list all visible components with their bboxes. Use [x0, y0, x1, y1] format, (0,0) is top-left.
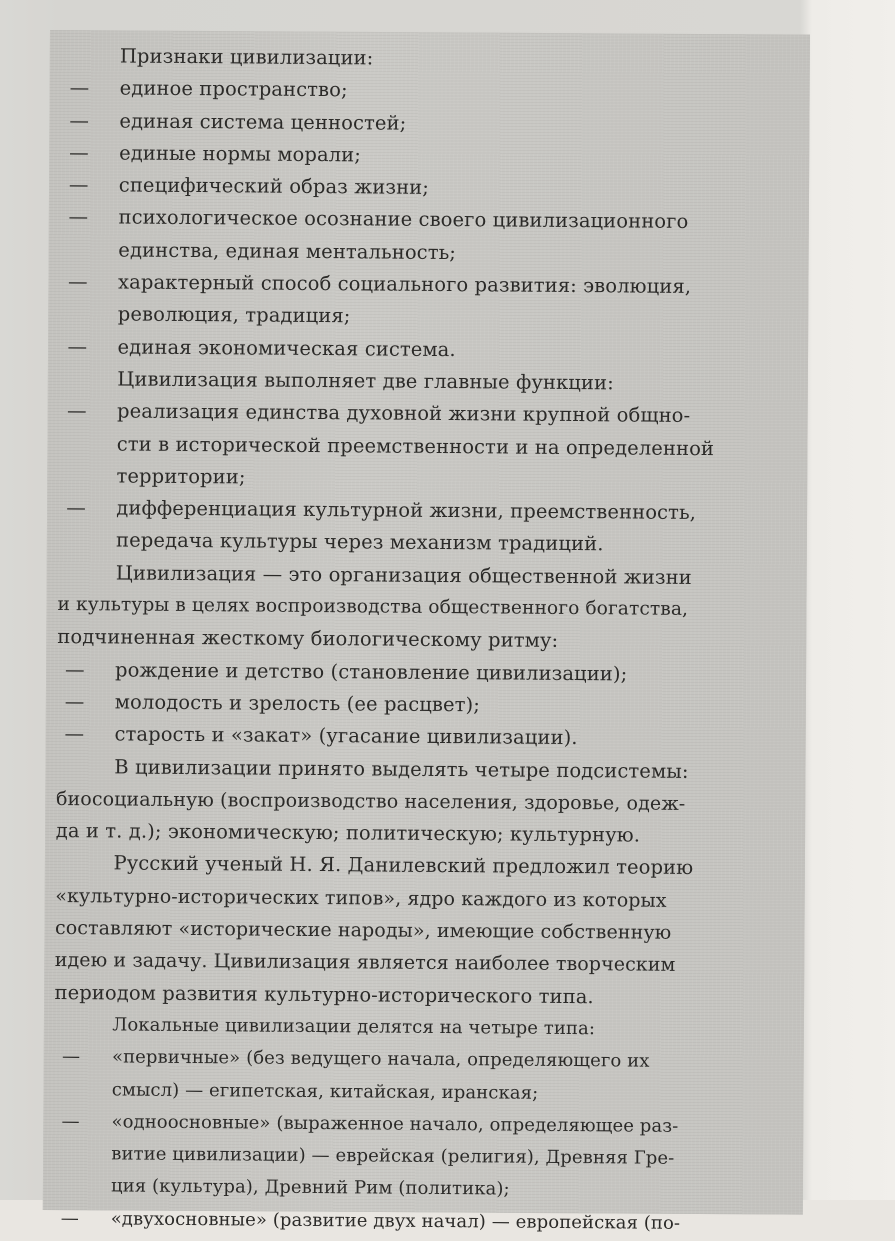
list-item-text: характерный способ социального развития: эволюция, [118, 270, 692, 299]
dash-marker: — [68, 173, 89, 197]
dash-marker: — [69, 108, 90, 132]
list-item [59, 395, 799, 433]
heading-line: Признаки цивилизации: [119, 44, 374, 70]
list-item-continuation: территории; [116, 464, 246, 489]
dash-marker: — [69, 76, 90, 100]
list-item [53, 1203, 793, 1241]
list-item [61, 72, 801, 110]
paragraph-line: и культуры в целях воспроизводства общественного богатства, [57, 594, 689, 620]
dash-marker: — [64, 657, 85, 681]
list-item-continuation: ция (культура), Древний Рим (политика); [110, 1175, 510, 1200]
list-item-text: единая система ценностей; [119, 109, 407, 135]
list-item-text: единая экономическая система. [117, 335, 456, 361]
dash-marker: — [68, 205, 89, 229]
list-item-text: молодость и зрелость (ее расцвет); [114, 690, 481, 717]
list-item-text: реализация единства духовной жизни крупной общно- [116, 399, 691, 428]
paragraph-line: составляют «исторические народы», имеющие собственную [54, 916, 672, 944]
list-item [56, 718, 796, 756]
paragraph-line: Русский ученый Н. Я. Данилевский предложил теорию [113, 851, 694, 880]
list-item-text: «первичные» (без ведущего начала, определяющего их [111, 1046, 650, 1072]
dash-marker: — [66, 496, 87, 520]
list-item-text: «двухосновные» (развитие двух начал) — европейская (по- [110, 1208, 681, 1234]
list-item-text: дифференциация культурной жизни, преемственность, [116, 496, 697, 525]
list-item-continuation: революция, традиция; [117, 302, 351, 328]
paragraph-line: биосоциальную (воспроизводство населения, здоровье, одеж- [55, 787, 686, 815]
list-item-text: старость и «закат» (угасание цивилизации). [114, 722, 578, 750]
list-item-text: психологическое осознание своего цивилизационного [118, 205, 689, 234]
page-text [53, 40, 802, 1241]
paragraph-line: Цивилизация — это организация общественной жизни [115, 561, 692, 589]
dash-marker: — [66, 399, 87, 423]
paragraph-line: Локальные цивилизации делятся на четыре типа: [112, 1014, 596, 1040]
list-item [54, 1041, 794, 1079]
list-item-continuation: смысл) — египетская, китайская, иранская; [111, 1078, 539, 1104]
list-item-text: рождение и детство (становление цивилизации); [114, 658, 628, 686]
list-item-text: специфический образ жизни; [118, 173, 430, 200]
dash-marker: — [61, 1046, 81, 1068]
paragraph-line: подчиненная жесткому биологическому ритму: [57, 625, 559, 653]
list-item-text: единые нормы морали; [119, 141, 362, 167]
paragraph-line: Цивилизация выполняет две главные функции: [117, 367, 614, 395]
list-item-continuation: сти в исторической преемственности и на определенной [116, 432, 715, 460]
dash-marker: — [68, 270, 88, 294]
dash-marker: — [60, 1207, 79, 1229]
paragraph-line: периодом развития культурно-исторического типа. [54, 980, 594, 1008]
paragraph-line: В цивилизации принято выделять четыре подсистемы: [114, 754, 689, 783]
list-item-text: единое пространство; [119, 76, 348, 102]
dash-marker: — [64, 689, 85, 714]
list-item-text: «одноосновные» (выраженное начало, определяющее раз- [111, 1111, 679, 1137]
dash-marker: — [64, 722, 85, 746]
dash-marker: — [69, 140, 89, 165]
dash-marker: — [61, 1110, 80, 1132]
paragraph-line: «культурно-исторических типов», ядро каждого из которых [55, 884, 667, 912]
paragraph-line: идею и задачу. Цивилизация является наиболее творческим [54, 949, 676, 977]
paragraph-line: да и т. д.); экономическую; политическую; культурную. [55, 819, 641, 847]
list-item-continuation: витие цивилизации) — еврейская (религия), Древняя Гре- [111, 1143, 675, 1169]
list-item-continuation: единства, единая ментальность; [118, 238, 457, 264]
dash-marker: — [67, 334, 88, 358]
list-item-continuation: передача культуры через механизм традиций. [115, 528, 604, 556]
